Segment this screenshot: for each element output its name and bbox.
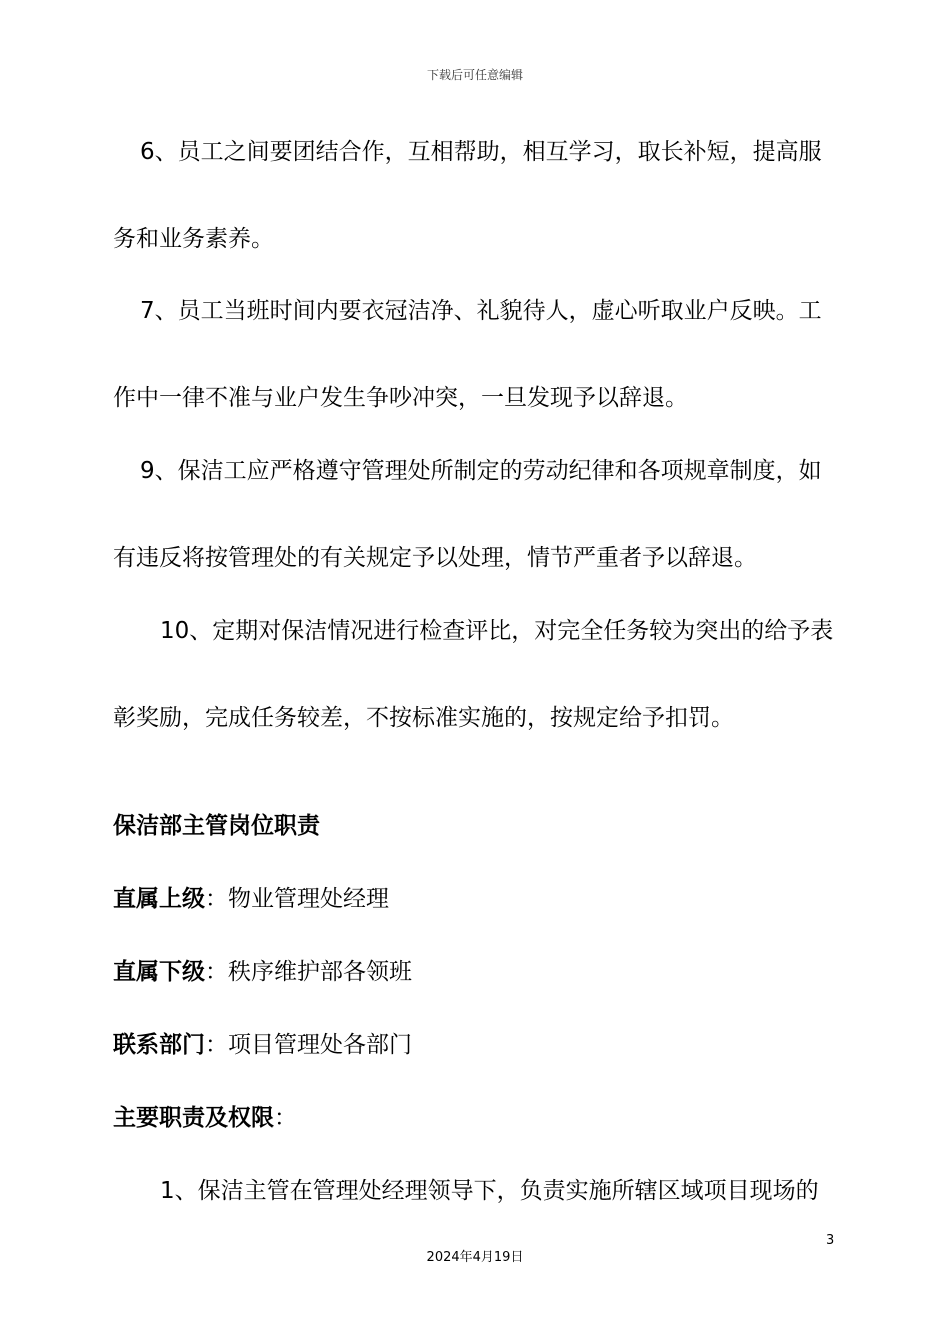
subordinate-row bbox=[113, 957, 412, 987]
duties-colon: ： bbox=[274, 1105, 297, 1131]
duty-1-line-1: 1、保洁主管在管理处经理领导下，负责实施所辖区域项目现场的 bbox=[160, 1178, 819, 1204]
footer-date: 2024年4月19日 bbox=[426, 1250, 524, 1265]
duties-label: 主要职责及权限 bbox=[113, 1105, 274, 1131]
paragraph-9-line-1: 9、保洁工应严格遵守管理处所制定的劳动纪律和各项规章制度，如 bbox=[140, 458, 822, 484]
superior-row bbox=[113, 884, 389, 914]
contact-row bbox=[113, 1030, 412, 1060]
page-header: 下载后可任意编辑 bbox=[426, 68, 523, 82]
paragraph-10-line-2: 彰奖励，完成任务较差，不按标准实施的，按规定给予扣罚。 bbox=[113, 705, 734, 731]
page-number: 3 bbox=[826, 1233, 835, 1248]
paragraph-7-line-2: 作中一律不准与业户发生争吵冲突，一旦发现予以辞退。 bbox=[113, 385, 688, 411]
subordinate-value: ：秩序维护部各领班 bbox=[205, 959, 412, 985]
paragraph-9-line-2: 有违反将按管理处的有关规定予以处理，情节严重者予以辞退。 bbox=[113, 545, 757, 571]
subordinate-label: 直属下级 bbox=[113, 959, 205, 985]
paragraph-6-line-2: 务和业务素养。 bbox=[113, 226, 274, 252]
contact-value: ：项目管理处各部门 bbox=[205, 1032, 412, 1058]
paragraph-10-line-1: 10、定期对保洁情况进行检查评比，对完全任务较为突出的给予表 bbox=[160, 618, 834, 644]
contact-label: 联系部门 bbox=[113, 1032, 205, 1058]
duties-row bbox=[113, 1103, 297, 1133]
superior-label: 直属上级 bbox=[113, 886, 205, 912]
section-title: 保洁部主管岗位职责 bbox=[113, 813, 320, 839]
paragraph-6-line-1: 6、员工之间要团结合作，互相帮助，相互学习，取长补短，提高服 bbox=[140, 139, 822, 165]
superior-value: ：物业管理处经理 bbox=[205, 886, 389, 912]
paragraph-7-line-1: 7、员工当班时间内要衣冠洁净、礼貌待人，虚心听取业户反映。工 bbox=[140, 298, 822, 324]
